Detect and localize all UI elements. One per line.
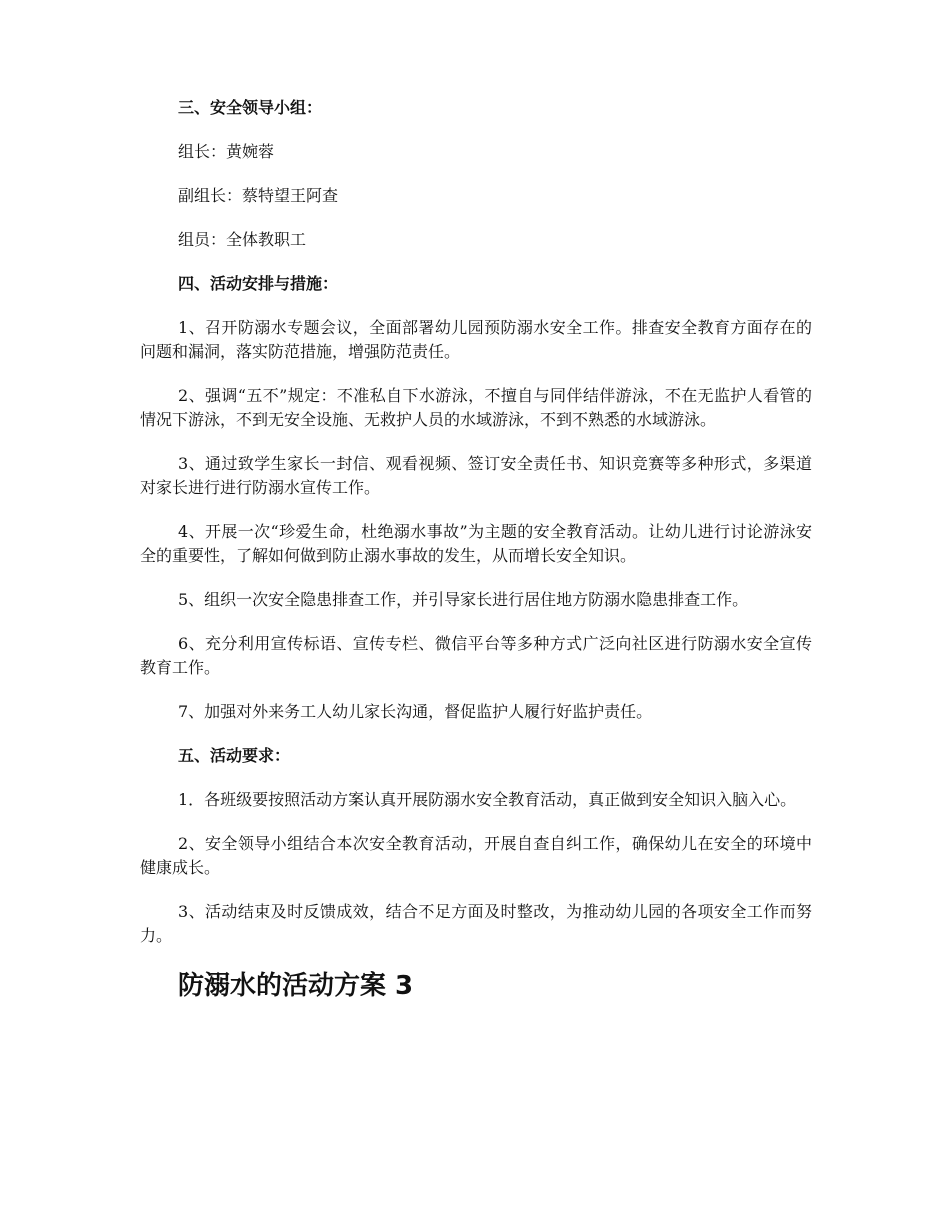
arrangement-item-6: 6、充分利用宣传标语、宣传专栏、微信平台等多种方式广泛向社区进行防溺水安全宣传教育工作。 [140, 634, 812, 677]
requirement-item-1: 1．各班级要按照活动方案认真开展防溺水安全教育活动，真正做到安全知识入脑入心。 [178, 790, 797, 809]
arrangement-item-4: 4、开展一次“珍爱生命，杜绝溺水事故”为主题的安全教育活动。让幼儿进行讨论游泳安全的重要性，了解如何做到防止溺水事故的发生，从而增长安全知识。 [140, 522, 812, 565]
requirement-item-2: 2、安全领导小组结合本次安全教育活动，开展自查自纠工作，确保幼儿在安全的环境中健康成长。 [140, 834, 812, 877]
arrangement-item-7: 7、加强对外来务工人幼儿家长沟通，督促监护人履行好监护责任。 [178, 702, 653, 721]
document-body [140, 96, 812, 1004]
group-leader-line: 组长：黄婉蓉 [178, 142, 275, 161]
section-heading-requirements: 五、活动要求： [178, 746, 291, 765]
arrangement-item-1: 1、召开防溺水专题会议，全面部署幼儿园预防溺水安全工作。排查安全教育方面存在的问题和漏洞，落实防范措施，增强防范责任。 [140, 318, 812, 361]
members-line: 组员：全体教职工 [178, 230, 307, 249]
arrangement-item-5: 5、组织一次安全隐患排查工作，并引导家长进行居住地方防溺水隐患排查工作。 [178, 590, 749, 609]
next-document-title: 防溺水的活动方案 3 [178, 971, 414, 1001]
arrangement-item-3: 3、通过致学生家长一封信、观看视频、签订安全责任书、知识竞赛等多种形式，多渠道对家长进行进行防溺水宣传工作。 [140, 454, 812, 497]
deputy-leader-line: 副组长：蔡特望王阿查 [178, 186, 339, 205]
requirement-item-3: 3、活动结束及时反馈成效，结合不足方面及时整改，为推动幼儿园的各项安全工作而努力。 [140, 902, 812, 945]
section-heading-arrangements: 四、活动安排与措施： [178, 274, 339, 293]
arrangement-item-2: 2、强调“五不”规定：不准私自下水游泳，不擅自与同伴结伴游泳，不在无监护人看管的情况下游泳，不到无安全设施、无救护人员的水域游泳，不到不熟悉的水域游泳。 [140, 386, 812, 429]
section-heading-safety-group: 三、安全领导小组： [178, 98, 323, 117]
